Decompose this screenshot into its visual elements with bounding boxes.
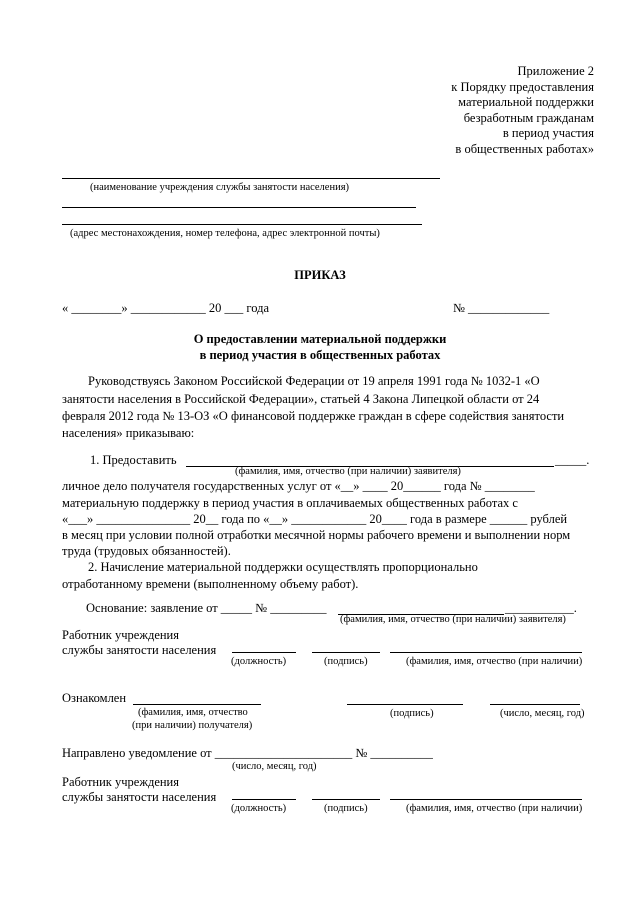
acquainted-signature-caption: (подпись) — [390, 708, 434, 719]
worker1-label-line: Работник учреждения — [62, 628, 179, 642]
basis-text[interactable]: Основание: заявление от _____ № _________ — [86, 601, 327, 615]
worker2-position-line[interactable] — [232, 799, 296, 800]
item1-line: в месяц при условии полной отработки месячной нормы рабочего времени и выполнении норм — [62, 528, 571, 542]
notice-text[interactable]: Направлено уведомление от ______________________ № __________ — [62, 746, 433, 760]
item1-line: «___» _______________ 20__ года по «__» ____________ 20____ года в размере ______ рублей — [62, 512, 568, 526]
appendix-line: в общественных работах» — [455, 141, 594, 156]
basis-end: ___________. — [505, 601, 577, 615]
worker1-position-line[interactable] — [232, 652, 296, 653]
worker2-position-caption: (должность) — [231, 803, 287, 814]
institution-address-line[interactable] — [62, 224, 422, 225]
order-title: ПРИКАЗ — [294, 268, 346, 282]
item1-end: _____. — [555, 453, 590, 467]
worker1-signature-caption: (подпись) — [324, 656, 368, 667]
order-date[interactable]: « ________» ____________ 20 ___ года — [62, 301, 269, 315]
acquainted-date-line[interactable] — [490, 704, 580, 705]
acquainted-name-line[interactable] — [133, 704, 261, 705]
preamble-line: Руководствуясь Законом Российской Федерации от 19 апреля 1991 года № 1032-1 «О — [88, 374, 540, 388]
item1-caption: (фамилия, имя, отчество (при наличии) заявителя) — [235, 466, 461, 477]
preamble-line: населения» приказываю: — [62, 426, 195, 440]
subject-line: О предоставлении материальной поддержки — [193, 332, 447, 346]
institution-name-line[interactable] — [62, 178, 440, 179]
acquainted-signature-line[interactable] — [347, 704, 463, 705]
worker1-position-caption: (должность) — [231, 656, 287, 667]
item2-line: отработанному времени (выполненному объему работ). — [62, 577, 359, 591]
worker2-label — [62, 775, 216, 805]
item1-label: 1. Предоставить — [90, 453, 177, 467]
worker1-name-caption: (фамилия, имя, отчество (при наличии) — [406, 656, 583, 667]
item2-line: 2. Начисление материальной поддержки осуществлять пропорционально — [88, 560, 478, 574]
appendix-line: в период участия — [502, 126, 594, 140]
acquainted-name-caption-line: (фамилия, имя, отчество — [138, 707, 248, 718]
preamble-line: февраля 2012 года № 13-ОЗ «О финансовой поддержке граждан в сфере содействия занятости — [62, 409, 565, 423]
appendix-line: материальной поддержки — [458, 95, 594, 109]
basis-caption: (фамилия, имя, отчество (при наличии) заявителя) — [340, 614, 566, 625]
institution-extra-line[interactable] — [62, 207, 416, 208]
worker2-signature-caption: (подпись) — [324, 803, 368, 814]
appendix-block — [451, 64, 594, 157]
institution-address-caption: (адрес местонахождения, номер телефона, адрес электронной почты) — [70, 228, 380, 239]
worker1-signature-line[interactable] — [312, 652, 380, 653]
worker2-label-line: Работник учреждения — [62, 775, 179, 789]
acquainted-name-caption — [132, 706, 252, 732]
subject-line: в период участия в общественных работах — [199, 348, 441, 362]
appendix-line: Приложение 2 — [517, 64, 594, 78]
worker1-label-line: службы занятости населения — [62, 643, 217, 657]
acquainted-date-caption: (число, месяц, год) — [500, 708, 585, 719]
worker1-name-line[interactable] — [390, 652, 582, 653]
acquainted-name-caption-line: (при наличии) получателя) — [132, 720, 253, 731]
order-subject — [0, 331, 640, 363]
worker1-label — [62, 628, 216, 658]
order-number[interactable]: № _____________ — [453, 301, 550, 315]
item1-line: материальную поддержку в период участия в оплачиваемых общественных работах с — [62, 496, 518, 510]
item1-line: труда (трудовых обязанностей). — [62, 544, 231, 558]
preamble-line: занятости населения в Российской Федерации», статьей 4 Закона Липецкой области от 24 — [62, 392, 540, 406]
item1-line: личное дело получателя государственных услуг от «__» ____ 20______ года № ________ — [62, 479, 535, 493]
worker2-label-line: службы занятости населения — [62, 790, 217, 804]
appendix-line: к Порядку предоставления — [451, 79, 594, 94]
worker2-name-caption: (фамилия, имя, отчество (при наличии) — [406, 803, 583, 814]
notice-caption: (число, месяц, год) — [232, 761, 317, 772]
appendix-line: безработным гражданам — [463, 110, 594, 125]
institution-name-caption: (наименование учреждения службы занятости населения) — [90, 182, 350, 193]
worker2-name-line[interactable] — [390, 799, 582, 800]
worker2-signature-line[interactable] — [312, 799, 380, 800]
acquainted-label: Ознакомлен — [62, 691, 127, 705]
